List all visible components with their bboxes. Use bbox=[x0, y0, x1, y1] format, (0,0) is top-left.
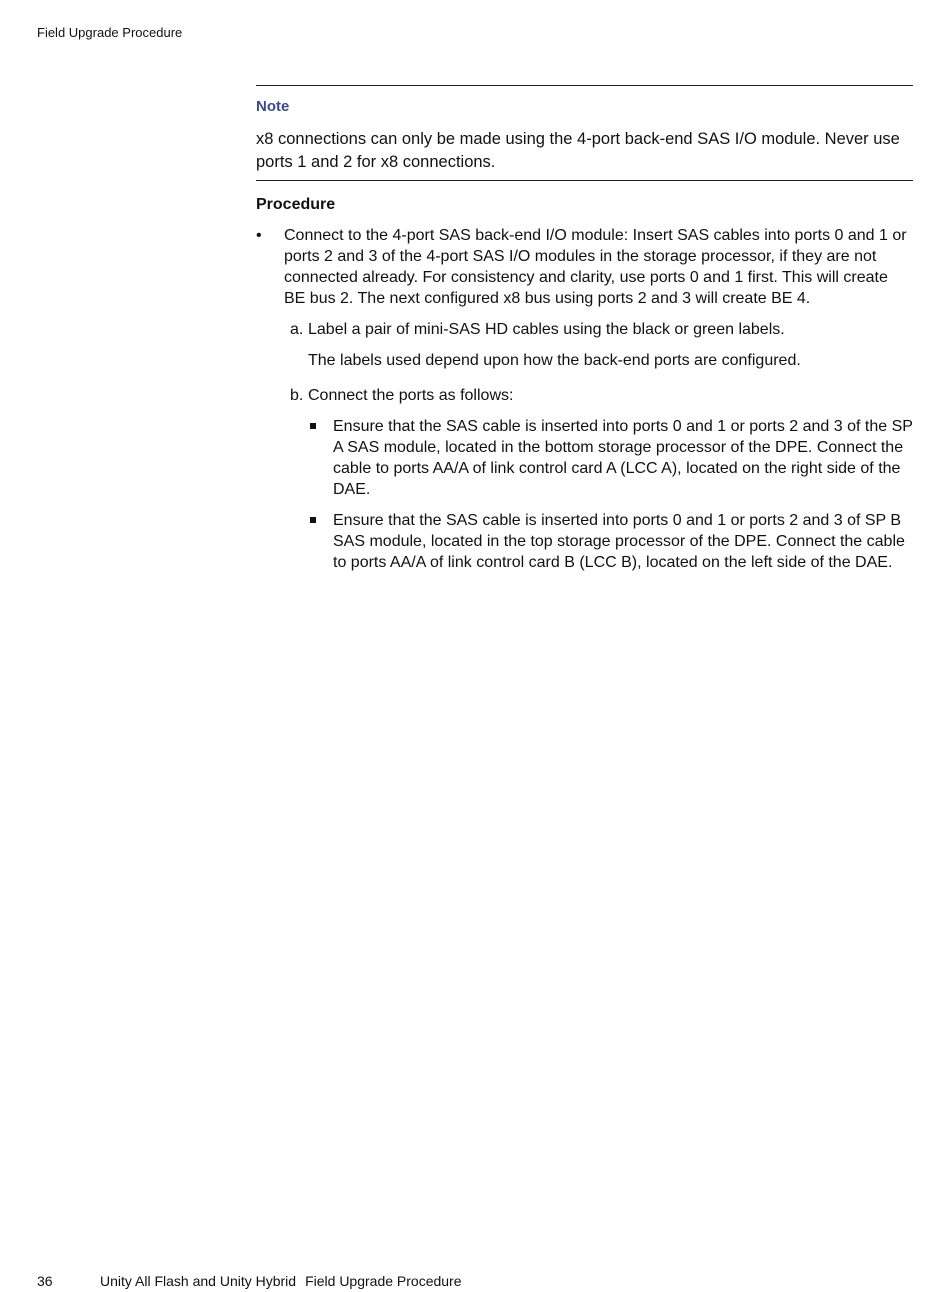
footer-doc-title: Field Upgrade Procedure bbox=[305, 1273, 462, 1289]
footer-title bbox=[100, 1273, 462, 1289]
substep-text: Label a pair of mini-SAS HD cables using the black or green labels. bbox=[308, 321, 785, 338]
list-item bbox=[308, 416, 913, 500]
note-label: Note bbox=[256, 98, 290, 115]
note-box bbox=[256, 85, 913, 181]
running-header: Field Upgrade Procedure bbox=[37, 25, 183, 40]
substep-a bbox=[284, 319, 913, 371]
substep-letter: b. bbox=[290, 387, 304, 404]
list-item-text: Ensure that the SAS cable is inserted into ports 0 and 1 or ports 2 and 3 of SP B SAS module, located in the top storage processor of the DPE. Connect the cable to ports AA/A of link control card B (LCC B), located on the left side of the DAE. bbox=[333, 512, 905, 571]
substep-letter: a. bbox=[290, 321, 304, 338]
footer-product: Unity All Flash and Unity Hybrid bbox=[100, 1273, 297, 1289]
square-bullet-icon bbox=[310, 423, 316, 429]
page-number: 36 bbox=[37, 1273, 53, 1289]
procedure-step bbox=[256, 225, 913, 573]
list-item bbox=[308, 510, 913, 573]
procedure-heading: Procedure bbox=[256, 196, 336, 213]
substep-b bbox=[284, 385, 913, 573]
step-text: Connect to the 4-port SAS back-end I/O module: Insert SAS cables into ports 0 and 1 or ports 2 and 3 of the 4-port SAS I/O modules in the storage processor, if they are not connected already. For consistency and clarity, use ports 0 and 1 first. This will create BE bus 2. The next configured x8 bus using ports 2 and 3 will create BE 4. bbox=[284, 227, 907, 307]
list-item-text: Ensure that the SAS cable is inserted into ports 0 and 1 or ports 2 and 3 of the SP A SAS module, located in the bottom storage processor of the DPE. Connect the cable to ports AA/A of link control card A (LCC A), located on the right side of the DAE. bbox=[333, 418, 913, 498]
substep-text: Connect the ports as follows: bbox=[308, 387, 514, 404]
square-bullet-icon bbox=[310, 517, 316, 523]
note-text: x8 connections can only be made using the 4-port back-end SAS I/O module. Never use ports 1 and 2 for x8 connections. bbox=[256, 130, 900, 171]
substep-note: The labels used depend upon how the back-end ports are configured. bbox=[308, 352, 801, 369]
main-content bbox=[256, 85, 913, 573]
bullet-icon: • bbox=[256, 227, 262, 244]
